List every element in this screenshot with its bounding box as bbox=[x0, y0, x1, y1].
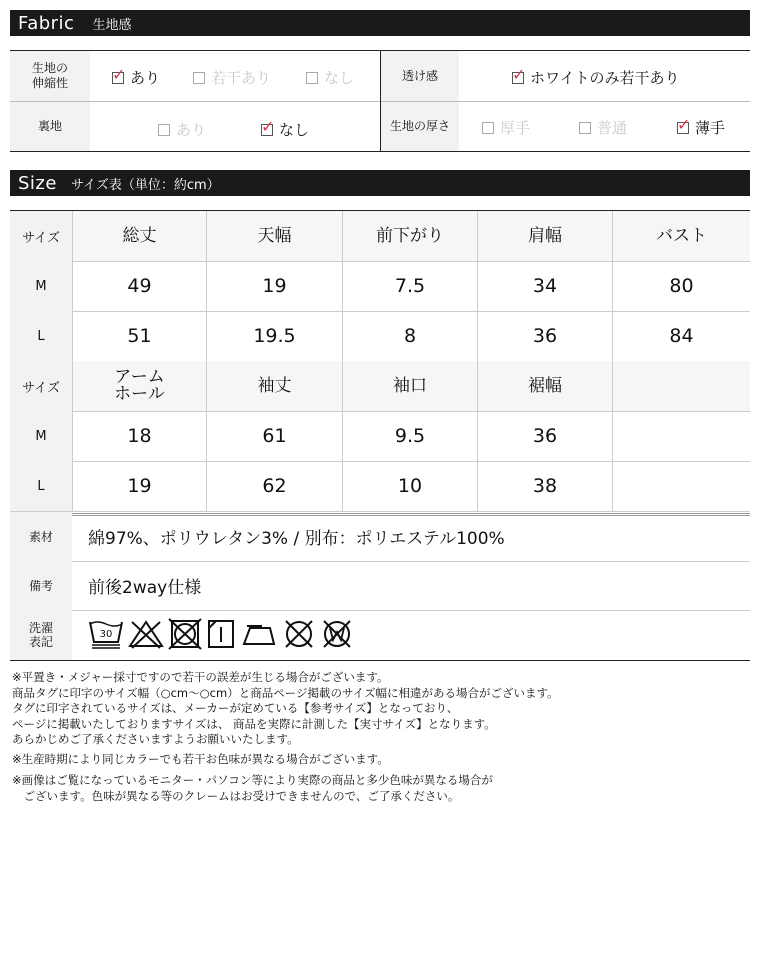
iron-low-icon bbox=[240, 618, 278, 650]
sheer-option-white-slight[interactable] bbox=[512, 64, 680, 88]
material-label: 素材 bbox=[10, 512, 72, 561]
washing-label bbox=[10, 610, 72, 660]
note-line: タグに印字されているサイズは、メーカーが定めている【参考サイズ】となっており、 bbox=[12, 701, 459, 715]
measurement-value: 61 bbox=[206, 411, 342, 461]
remarks-value: 前後2way仕様 bbox=[88, 578, 202, 598]
size-label: L bbox=[10, 311, 72, 361]
option-label: 普通 bbox=[597, 119, 628, 137]
option-label: 若干あり bbox=[211, 69, 272, 87]
size-row bbox=[10, 411, 750, 462]
stretch-option-slight[interactable] bbox=[193, 67, 271, 88]
measurement-value: 19.5 bbox=[206, 311, 342, 361]
measurement-value: 36 bbox=[477, 411, 612, 461]
size-section-header bbox=[10, 170, 750, 196]
washing-row bbox=[10, 610, 750, 660]
checkbox-icon bbox=[193, 72, 205, 84]
checkbox-checked-icon: ✓ bbox=[677, 114, 691, 134]
thickness-option-thick[interactable] bbox=[482, 117, 530, 138]
checkbox-checked-icon: ✓ bbox=[112, 64, 126, 84]
measurement-value: 8 bbox=[342, 311, 477, 361]
note-line: ページに掲載いたしておりますサイズは、 商品を実際に計測した【実寸サイズ】となります。 bbox=[12, 716, 496, 731]
measurement-value: 34 bbox=[477, 261, 612, 311]
option-label: なし bbox=[324, 69, 355, 87]
stretch-label-line2: 伸縮性 bbox=[31, 76, 68, 90]
note-line: ございます。色味が異なる等のクレームはお受けできませんので、ご了承ください。 bbox=[12, 788, 460, 803]
note-line: ※平置き・メジャー採寸ですので若干の誤差が生じる場合がございます。 bbox=[12, 670, 389, 684]
measurement-value: 9.5 bbox=[342, 411, 477, 461]
note-line: ※生産時期により同じカラーでも若干お色味が異なる場合がございます。 bbox=[12, 751, 389, 766]
fabric-table bbox=[10, 50, 750, 152]
no-wet-clean-icon bbox=[320, 618, 354, 650]
size-label: M bbox=[10, 261, 72, 311]
measurement-value: 84 bbox=[612, 311, 750, 361]
measurement-header: 天幅 bbox=[206, 211, 342, 261]
note-line: あらかじめご了承くださいますようお願いいたします。 bbox=[12, 732, 299, 746]
checkbox-icon bbox=[306, 72, 318, 84]
remarks-row bbox=[10, 561, 750, 611]
sheer-label: 透け感 bbox=[381, 51, 459, 101]
size-table bbox=[10, 210, 750, 516]
washing-label-line1: 洗濯 bbox=[28, 621, 53, 635]
stretch-option-none[interactable] bbox=[306, 67, 354, 88]
measurement-value: 49 bbox=[72, 261, 206, 311]
size-row bbox=[10, 461, 750, 512]
checkbox-icon bbox=[158, 124, 170, 136]
stretch-option-yes[interactable] bbox=[112, 64, 161, 88]
measurement-value: 19 bbox=[206, 261, 342, 311]
measurement-header: 総丈 bbox=[72, 211, 206, 261]
fabric-section-header bbox=[10, 10, 750, 36]
size-subtitle: サイズ表（単位：約cm） bbox=[70, 177, 220, 193]
size-header-row bbox=[10, 211, 750, 262]
thickness-option-normal[interactable] bbox=[579, 117, 627, 138]
line-dry-shade-icon bbox=[206, 618, 236, 650]
checkbox-checked-icon: ✓ bbox=[512, 64, 526, 84]
option-label: 薄手 bbox=[695, 119, 726, 137]
no-bleach-icon bbox=[128, 618, 164, 650]
washing-icons bbox=[88, 618, 354, 650]
measurement-value: 38 bbox=[477, 461, 612, 511]
size-row bbox=[10, 261, 750, 312]
stretch-label bbox=[10, 51, 90, 101]
checkbox-icon bbox=[579, 122, 591, 134]
option-label: あり bbox=[176, 121, 207, 139]
lining-label: 裏地 bbox=[10, 102, 90, 151]
option-label: なし bbox=[279, 121, 310, 139]
checkbox-icon bbox=[482, 122, 494, 134]
thickness-option-thin[interactable] bbox=[677, 114, 726, 138]
measurement-value: 7.5 bbox=[342, 261, 477, 311]
note-line: 商品タグに印字のサイズ幅（○cm～○cm）と商品ページ掲載のサイズ幅に相違がある場合がございます。 bbox=[12, 685, 559, 700]
details-table bbox=[10, 512, 750, 661]
note-line: ※画像はご覧になっているモニター・パソコン等により実際の商品と多少色味が異なる場合が bbox=[12, 773, 493, 787]
measurement-value: 10 bbox=[342, 461, 477, 511]
size-column-label: サイズ bbox=[10, 361, 72, 411]
measurement-header: 袖口 bbox=[342, 361, 477, 411]
wash-temp-label: 30 bbox=[99, 629, 113, 640]
material-row bbox=[10, 512, 750, 562]
measurement-header: 袖丈 bbox=[206, 361, 342, 411]
size-title: Size bbox=[18, 172, 57, 194]
size-row bbox=[10, 311, 750, 362]
fabric-title: Fabric bbox=[18, 12, 75, 34]
notes bbox=[12, 670, 752, 804]
measurement-header: アーム ホール bbox=[72, 361, 206, 411]
measurement-value: 62 bbox=[206, 461, 342, 511]
measurement-value: 80 bbox=[612, 261, 750, 311]
remarks-label: 備考 bbox=[10, 561, 72, 610]
measurement-value: 18 bbox=[72, 411, 206, 461]
no-dry-clean-icon bbox=[282, 618, 316, 650]
lining-option-no[interactable] bbox=[261, 116, 310, 140]
size-label: L bbox=[10, 461, 72, 511]
measurement-header: 裾幅 bbox=[477, 361, 612, 411]
measurement-value: 36 bbox=[477, 311, 612, 361]
size-label: M bbox=[10, 411, 72, 461]
washing-label-line2: 表記 bbox=[28, 635, 53, 649]
thickness-label: 生地の厚さ bbox=[381, 102, 459, 151]
measurement-header: 前下がり bbox=[342, 211, 477, 261]
stretch-label-line1: 生地の bbox=[31, 61, 68, 75]
wash-30-icon bbox=[88, 618, 124, 650]
option-label: ホワイトのみ若干あり bbox=[530, 69, 680, 87]
lining-option-yes[interactable] bbox=[158, 119, 206, 140]
measurement-value bbox=[612, 411, 750, 461]
measurement-value bbox=[612, 461, 750, 511]
checkbox-checked-icon: ✓ bbox=[261, 116, 275, 136]
measurement-value: 19 bbox=[72, 461, 206, 511]
measurement-header: バスト bbox=[612, 211, 750, 261]
size-column-label: サイズ bbox=[10, 211, 72, 261]
measurement-value: 51 bbox=[72, 311, 206, 361]
option-label: 厚手 bbox=[500, 119, 531, 137]
measurement-header bbox=[612, 361, 750, 411]
measurement-header: 肩幅 bbox=[477, 211, 612, 261]
size-header-row bbox=[10, 361, 750, 412]
fabric-subtitle: 生地感 bbox=[92, 17, 132, 33]
no-tumble-dry-icon bbox=[168, 618, 202, 650]
option-label: あり bbox=[130, 69, 161, 87]
material-value: 綿97%、ポリウレタン3% / 別布：ポリエステル100% bbox=[88, 529, 505, 549]
